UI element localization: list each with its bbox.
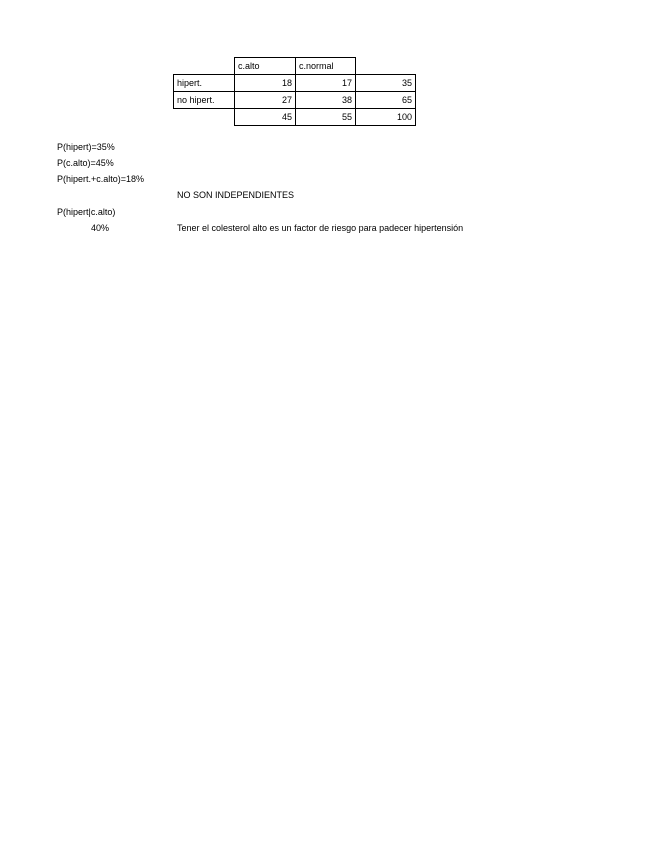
column-header [356, 58, 416, 75]
conclusion-text: NO SON INDEPENDIENTES [177, 190, 295, 200]
table-cell: 65 [356, 92, 416, 109]
table-header-row [174, 58, 416, 75]
table-cell: 18 [235, 75, 296, 92]
p-calto-text: P(c.alto)=45% [57, 158, 114, 168]
table-row [174, 92, 416, 109]
empty-corner-cell [174, 58, 235, 75]
row-label: no hipert. [174, 92, 235, 109]
p-conditional-value: 40% [91, 223, 110, 233]
table-cell: 100 [356, 109, 416, 126]
table-cell: 38 [296, 92, 356, 109]
column-header: c.normal [296, 58, 356, 75]
table-cell: 35 [356, 75, 416, 92]
interpretation-text: Tener el colesterol alto es un factor de riesgo para padecer hipertensión [177, 223, 464, 233]
table-cell: 17 [296, 75, 356, 92]
p-hipert-text: P(hipert)=35% [57, 142, 115, 152]
table-cell: 27 [235, 92, 296, 109]
row-label [174, 109, 235, 126]
table-row [174, 75, 416, 92]
table-cell: 45 [235, 109, 296, 126]
row-label: hipert. [174, 75, 235, 92]
column-header: c.alto [235, 58, 296, 75]
p-conditional-label: P(hipert|c.alto) [57, 207, 116, 217]
contingency-table [173, 57, 416, 126]
table-cell: 55 [296, 109, 356, 126]
p-joint-text: P(hipert.+c.alto)=18% [57, 174, 145, 184]
table-total-row [174, 109, 416, 126]
